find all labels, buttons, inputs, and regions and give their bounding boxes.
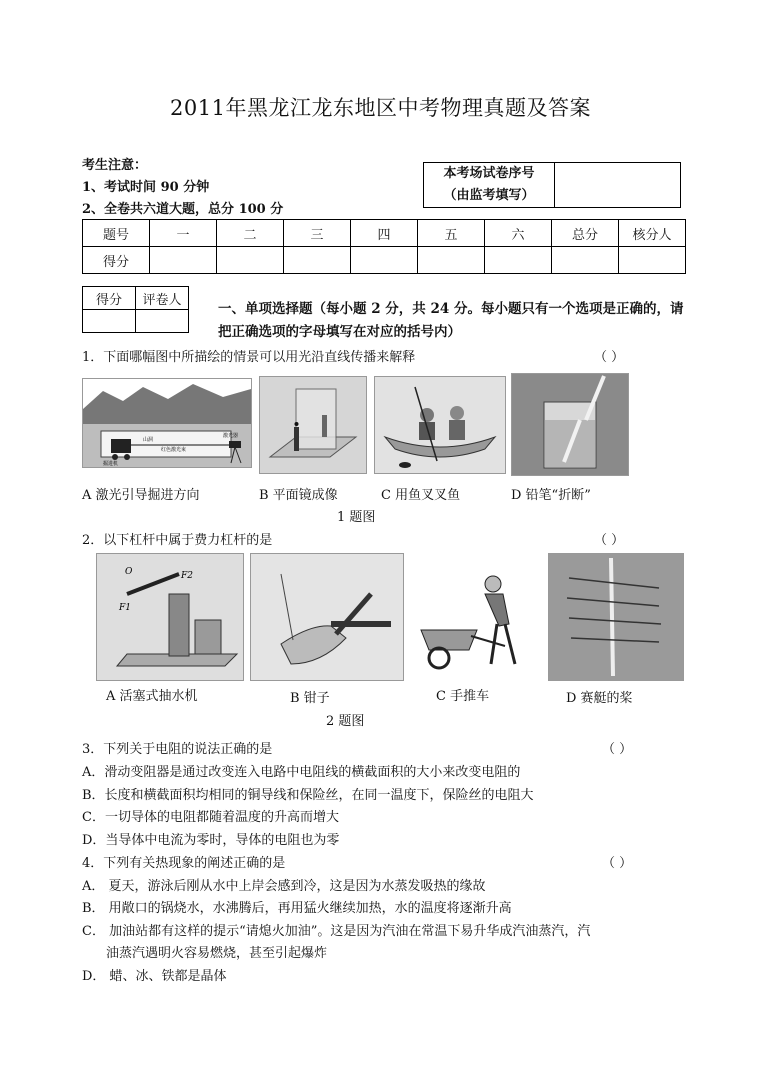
grader-table <box>82 286 189 333</box>
seat-number-label <box>424 163 555 208</box>
seat-label-line1: 本考场试卷序号 <box>443 166 535 181</box>
option-label: D 铅笔“折断” <box>511 488 591 503</box>
option-text: A．滑动变阻器是通过改变连入电路中电阻线的横截面积的大小来改变电阻的 <box>82 765 521 780</box>
question-2: 2．以下杠杆中属于费力杠杆的是 <box>82 533 273 548</box>
seat-label-line2: （由监考填写） <box>443 188 535 203</box>
grader-header: 得分 <box>83 287 136 310</box>
score-header: 五 <box>418 220 485 247</box>
pump-drawing <box>97 554 243 680</box>
rowing-image <box>548 553 684 681</box>
answer-blank[interactable]: （ ） <box>602 742 633 757</box>
laser-tunnel-image <box>82 378 252 468</box>
laser-tunnel-drawing <box>83 379 251 467</box>
img-label: F1 <box>119 603 131 613</box>
answer-blank[interactable]: （ ） <box>602 856 633 871</box>
pliers-image <box>250 553 404 681</box>
pencil-water-image <box>511 373 629 476</box>
img-label: 掘进机 <box>103 461 119 467</box>
img-label: O <box>125 567 133 577</box>
notice-heading: 考生注意： <box>82 158 148 173</box>
plane-mirror-image <box>259 376 367 474</box>
img-label: F2 <box>181 571 193 581</box>
fish-spear-image <box>374 376 506 474</box>
seat-number-field[interactable] <box>555 163 681 208</box>
score-cell[interactable] <box>619 247 686 274</box>
option-text: A． 夏天，游泳后刚从水中上岸会感到冷，这是因为水蒸发吸热的缘故 <box>82 879 486 894</box>
score-header: 题号 <box>83 220 150 247</box>
score-cell[interactable] <box>284 247 351 274</box>
score-cell[interactable] <box>552 247 619 274</box>
pencil-water-drawing <box>512 374 628 475</box>
score-cell[interactable] <box>418 247 485 274</box>
answer-blank[interactable]: （ ） <box>594 350 625 365</box>
fish-spear-drawing <box>375 377 505 473</box>
option-label: C 手推车 <box>436 689 490 704</box>
img-label: 红色激光束 <box>161 447 187 453</box>
wheelbarrow-drawing <box>411 554 543 680</box>
figure-caption: 2 题图 <box>326 714 365 729</box>
score-header: 三 <box>284 220 351 247</box>
score-row-label: 得分 <box>83 247 150 274</box>
option-text: D．当导体中电流为零时，导体的电阻也为零 <box>82 833 340 848</box>
score-header: 总分 <box>552 220 619 247</box>
question-3: 3．下列关于电阻的说法正确的是 <box>82 742 273 757</box>
score-cell[interactable] <box>485 247 552 274</box>
option-label: B 钳子 <box>290 691 330 706</box>
page-title: 2011年黑龙江龙东地区中考物理真题及答案 <box>170 96 591 120</box>
plane-mirror-drawing <box>260 377 366 473</box>
img-label: 山洞 <box>143 437 154 443</box>
score-header: 核分人 <box>619 220 686 247</box>
option-text: B．长度和横截面积均相同的铜导线和保险丝，在同一温度下，保险丝的电阻大 <box>82 788 534 803</box>
score-cell[interactable] <box>351 247 418 274</box>
score-cell[interactable] <box>217 247 284 274</box>
option-text: C． 加油站都有这样的提示“请熄火加油”。这是因为汽油在常温下易升华成汽油蒸汽，汽 <box>82 924 591 939</box>
score-table <box>82 219 686 274</box>
option-text: B． 用敞口的锅烧水，水沸腾后，再用猛火继续加热，水的温度将逐渐升高 <box>82 901 512 916</box>
rowing-drawing <box>549 554 683 680</box>
question-1: 1．下面哪幅图中所描绘的情景可以用光沿直线传播来解释 <box>82 350 416 365</box>
grader-cell[interactable] <box>83 310 136 333</box>
option-label: A 激光引导掘进方向 <box>82 488 200 503</box>
notice-item: 1、考试时间 90 分钟 <box>82 180 210 195</box>
score-header: 一 <box>150 220 217 247</box>
option-label: D 赛艇的桨 <box>566 691 633 706</box>
option-text: D． 蜡、冰、铁都是晶体 <box>82 969 227 984</box>
score-header: 二 <box>217 220 284 247</box>
question-4: 4．下列有关热现象的阐述正确的是 <box>82 856 286 871</box>
img-label: 激光器 <box>223 433 239 439</box>
seat-number-box <box>423 162 681 208</box>
section-heading: 一、单项选择题（每小题 2 分，共 24 分。每小题只有一个选项是正确的，请把正确选项的字母填写在对应的括号内） <box>218 301 684 340</box>
option-label: C 用鱼叉叉鱼 <box>381 488 461 503</box>
option-text: 油蒸汽遇明火容易燃烧，甚至引起爆炸 <box>106 946 328 961</box>
option-label: B 平面镜成像 <box>259 488 338 503</box>
score-header: 四 <box>351 220 418 247</box>
pump-image <box>96 553 244 681</box>
score-header: 六 <box>485 220 552 247</box>
grader-header: 评卷人 <box>136 287 189 310</box>
score-cell[interactable] <box>150 247 217 274</box>
answer-blank[interactable]: （ ） <box>594 533 625 548</box>
option-text: C．一切导体的电阻都随着温度的升高而增大 <box>82 810 339 825</box>
wheelbarrow-image <box>410 553 544 681</box>
notice-item: 2、全卷共六道大题，总分 100 分 <box>82 202 284 217</box>
pliers-drawing <box>251 554 403 680</box>
grader-cell[interactable] <box>136 310 189 333</box>
option-label: A 活塞式抽水机 <box>106 689 198 704</box>
figure-caption: 1 题图 <box>337 510 376 525</box>
exam-notice <box>82 155 283 221</box>
